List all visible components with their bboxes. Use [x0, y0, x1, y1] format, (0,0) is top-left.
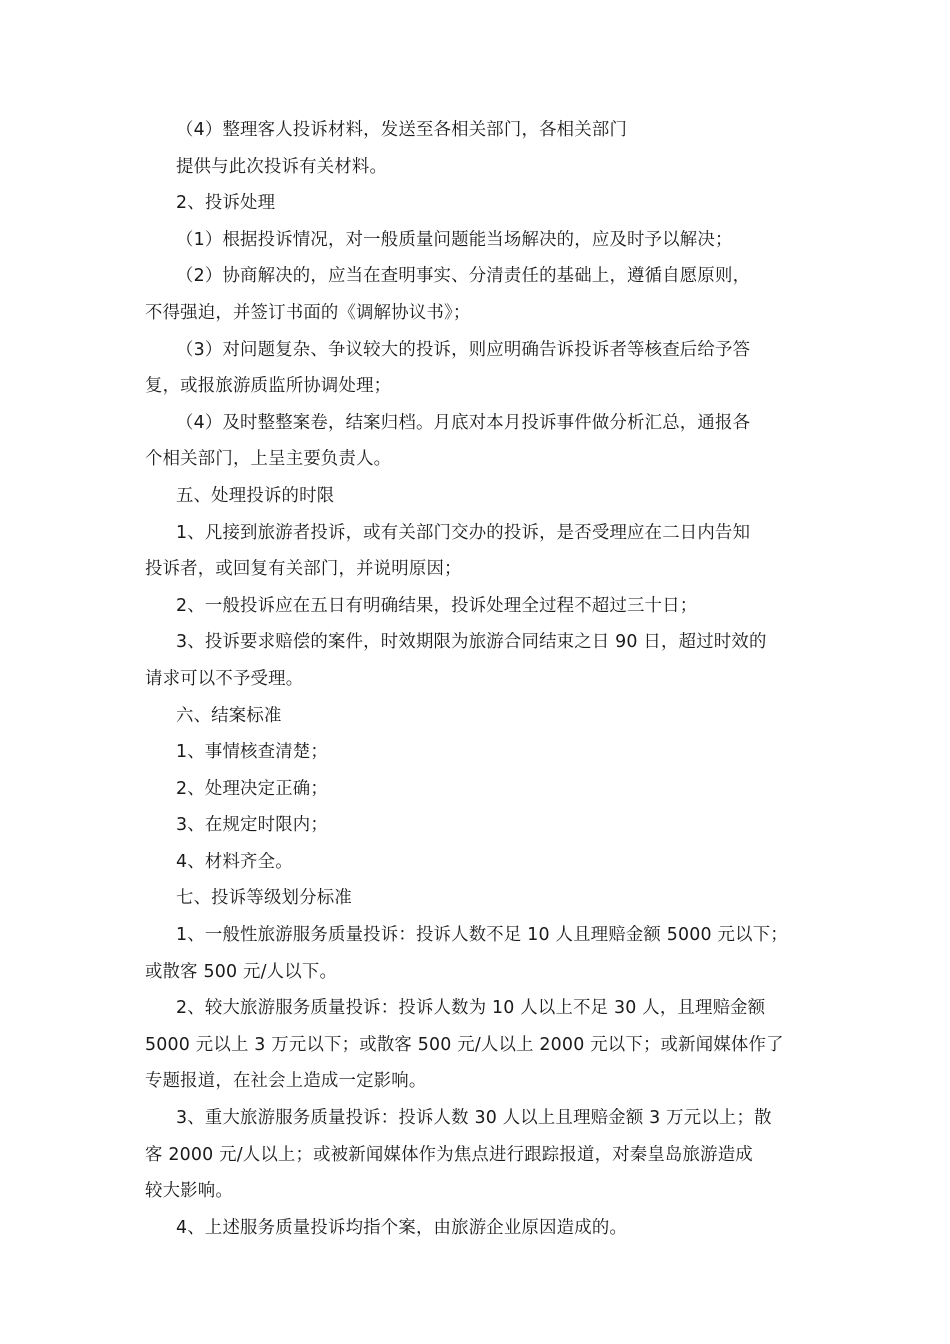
text-line: 较大影响。	[145, 1181, 233, 1202]
text-line: 5000 元以上 3 万元以下；或散客 500 元/人以上 2000 元以下；或新闻媒体作了	[145, 1034, 784, 1055]
text-line: （1）根据投诉情况，对一般质量问题能当场解决的，应及时予以解决；	[176, 229, 733, 250]
text-line: 个相关部门，上呈主要负责人。	[145, 449, 392, 470]
section-heading: 2、投诉处理	[176, 193, 276, 214]
text-line: （2）协商解决的，应当在查明事实、分清责任的基础上，遵循自愿原则，	[176, 266, 751, 287]
section-heading: 五、处理投诉的时限	[176, 485, 335, 506]
list-item: 4、材料齐全。	[176, 851, 293, 872]
text-line: 3、重大旅游服务质量投诉：投诉人数 30 人以上且理赔金额 3 万元以上；散	[176, 1108, 772, 1129]
list-item: 1、事情核查清楚；	[176, 742, 328, 763]
text-line: 不得强迫，并签订书面的《调解协议书》；	[145, 302, 471, 323]
text-line: 复，或报旅游质监所协调处理；	[145, 376, 392, 397]
text-line: （3）对问题复杂、争议较大的投诉，则应明确告诉投诉者等核查后给予答	[176, 339, 751, 360]
text-line: 3、投诉要求赔偿的案件，时效期限为旅游合同结束之日 90 日，超过时效的	[176, 632, 767, 653]
text-line: 提供与此次投诉有关材料。	[176, 156, 388, 177]
text-line: 专题报道，在社会上造成一定影响。	[145, 1071, 427, 1092]
text-line: 2、一般投诉应在五日有明确结果，投诉处理全过程不超过三十日；	[176, 595, 698, 616]
text-line: 或散客 500 元/人以下。	[145, 961, 338, 982]
list-item: 3、在规定时限内；	[176, 815, 328, 836]
section-heading: 六、结案标准	[176, 705, 282, 726]
text-line: 4、上述服务质量投诉均指个案，由旅游企业原因造成的。	[176, 1217, 628, 1238]
text-line: 请求可以不予受理。	[145, 668, 304, 689]
text-line: （4）整理客人投诉材料，发送至各相关部门，各相关部门	[176, 120, 628, 140]
text-line: 2、较大旅游服务质量投诉：投诉人数为 10 人以上不足 30 人，且理赔金额	[176, 998, 766, 1019]
text-line: 1、凡接到旅游者投诉，或有关部门交办的投诉，是否受理应在二日内告知	[176, 522, 751, 543]
section-heading: 七、投诉等级划分标准	[176, 888, 352, 909]
text-line: 投诉者，或回复有关部门，并说明原因；	[145, 559, 462, 580]
list-item: 2、处理决定正确；	[176, 778, 328, 799]
text-line: 1、一般性旅游服务质量投诉：投诉人数不足 10 人且理赔金额 5000 元以下；	[176, 925, 788, 946]
document-body	[145, 112, 815, 1246]
text-line: （4）及时整整案卷，结案归档。月底对本月投诉事件做分析汇总，通报各	[176, 412, 751, 433]
text-line: 客 2000 元/人以上；或被新闻媒体作为焦点进行跟踪报道，对秦皇岛旅游造成	[145, 1144, 753, 1165]
